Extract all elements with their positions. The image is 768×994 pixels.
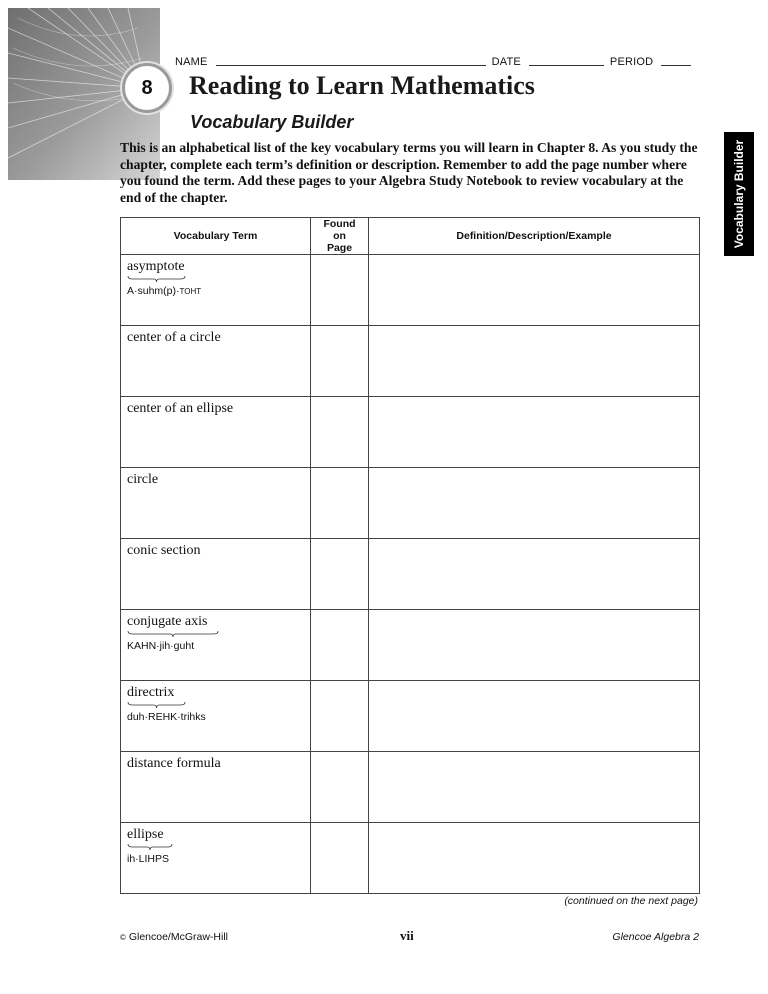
pronunciation-text: duh·REHK·trihks	[127, 711, 206, 723]
copyright-symbol: ©	[120, 933, 126, 942]
period-label: PERIOD	[609, 56, 654, 68]
syllable-brace-icon	[127, 843, 173, 851]
pronunciation-text: A·suhm(p)·	[127, 285, 180, 297]
vocabulary-term: ellipse	[127, 827, 164, 842]
pronunciation	[121, 709, 310, 723]
vocabulary-term: center of an ellipse	[127, 401, 234, 416]
vocabulary-term: asymptote	[127, 259, 185, 274]
book-title: Glencoe Algebra 2	[612, 931, 699, 943]
vocabulary-term-cell	[121, 681, 311, 752]
vocabulary-term: circle	[127, 472, 159, 487]
pronunciation	[121, 851, 310, 865]
table-row	[121, 255, 700, 326]
found-on-page-cell[interactable]	[311, 681, 369, 752]
table-row	[121, 752, 700, 823]
syllable-brace-icon	[127, 701, 186, 709]
table-row	[121, 397, 700, 468]
side-tab	[724, 132, 754, 256]
page-subtitle: Vocabulary Builder	[190, 112, 354, 132]
header-found-on-page	[311, 218, 369, 255]
table-row	[121, 823, 700, 894]
found-on-page-cell[interactable]	[311, 397, 369, 468]
vocabulary-term: conjugate axis	[127, 614, 208, 629]
date-field[interactable]	[529, 55, 604, 66]
definition-cell[interactable]	[369, 752, 700, 823]
vocabulary-term-cell	[121, 823, 311, 894]
vocabulary-term-cell	[121, 468, 311, 539]
page-number: vii	[400, 928, 414, 943]
vocabulary-term: directrix	[127, 685, 175, 700]
vocabulary-term-cell	[121, 610, 311, 681]
table-row	[121, 681, 700, 752]
definition-cell[interactable]	[369, 468, 700, 539]
header-found-on-page-label: Found on Page	[323, 218, 356, 254]
chapter-number: 8	[141, 76, 153, 99]
vocabulary-term-cell	[121, 397, 311, 468]
definition-cell[interactable]	[369, 326, 700, 397]
pronunciation	[121, 283, 310, 297]
period-field[interactable]	[661, 55, 691, 66]
definition-cell[interactable]	[369, 823, 700, 894]
chapter-number-badge	[122, 63, 172, 113]
table-header-row	[121, 218, 700, 255]
footer-copyright	[120, 931, 228, 943]
side-tab-label: Vocabulary Builder	[732, 139, 746, 249]
table-row	[121, 468, 700, 539]
syllable-brace-icon	[127, 630, 219, 638]
table-row	[121, 610, 700, 681]
pronunciation-text: KAHN·jih·guht	[127, 640, 195, 652]
name-date-period-line	[175, 52, 700, 68]
found-on-page-cell[interactable]	[311, 823, 369, 894]
definition-cell[interactable]	[369, 681, 700, 752]
vocabulary-table-body	[121, 255, 700, 894]
definition-cell[interactable]	[369, 539, 700, 610]
pronunciation-stressed-small: TOHT	[179, 287, 202, 296]
vocabulary-term: distance formula	[127, 756, 221, 771]
found-on-page-cell[interactable]	[311, 326, 369, 397]
found-on-page-cell[interactable]	[311, 539, 369, 610]
vocabulary-term: conic section	[127, 543, 201, 558]
found-on-page-cell[interactable]	[311, 752, 369, 823]
continued-note: (continued on the next page)	[564, 895, 698, 907]
vocabulary-term-cell	[121, 255, 311, 326]
vocabulary-term: center of a circle	[127, 330, 221, 345]
header-definition: Definition/Description/Example	[369, 218, 700, 255]
syllable-brace-icon	[127, 275, 186, 283]
vocabulary-term-cell	[121, 752, 311, 823]
intro-paragraph: This is an alphabetical list of the key vocabulary terms you will learn in Chapter 8. As you study the chapter, complete each term’s definition or description. Remember to add the page number where you found the term. Add these pages to your Algebra Study Notebook to review vocabulary at the end of the chapter.	[120, 140, 698, 205]
table-row	[121, 326, 700, 397]
vocabulary-table	[120, 217, 700, 894]
pronunciation	[121, 638, 310, 652]
definition-cell[interactable]	[369, 255, 700, 326]
definition-cell[interactable]	[369, 397, 700, 468]
date-label: DATE	[491, 56, 521, 68]
vocabulary-term-cell	[121, 326, 311, 397]
name-field[interactable]	[216, 55, 486, 66]
found-on-page-cell[interactable]	[311, 468, 369, 539]
found-on-page-cell[interactable]	[311, 255, 369, 326]
header-vocabulary-term: Vocabulary Term	[121, 218, 311, 255]
definition-cell[interactable]	[369, 610, 700, 681]
publisher-name: Glencoe/McGraw-Hill	[128, 931, 229, 943]
pronunciation-text: ih·LIHPS	[127, 853, 170, 865]
page-title: Reading to Learn Mathematics	[189, 71, 535, 100]
vocabulary-term-cell	[121, 539, 311, 610]
name-label: NAME	[175, 56, 208, 68]
found-on-page-cell[interactable]	[311, 610, 369, 681]
table-row	[121, 539, 700, 610]
